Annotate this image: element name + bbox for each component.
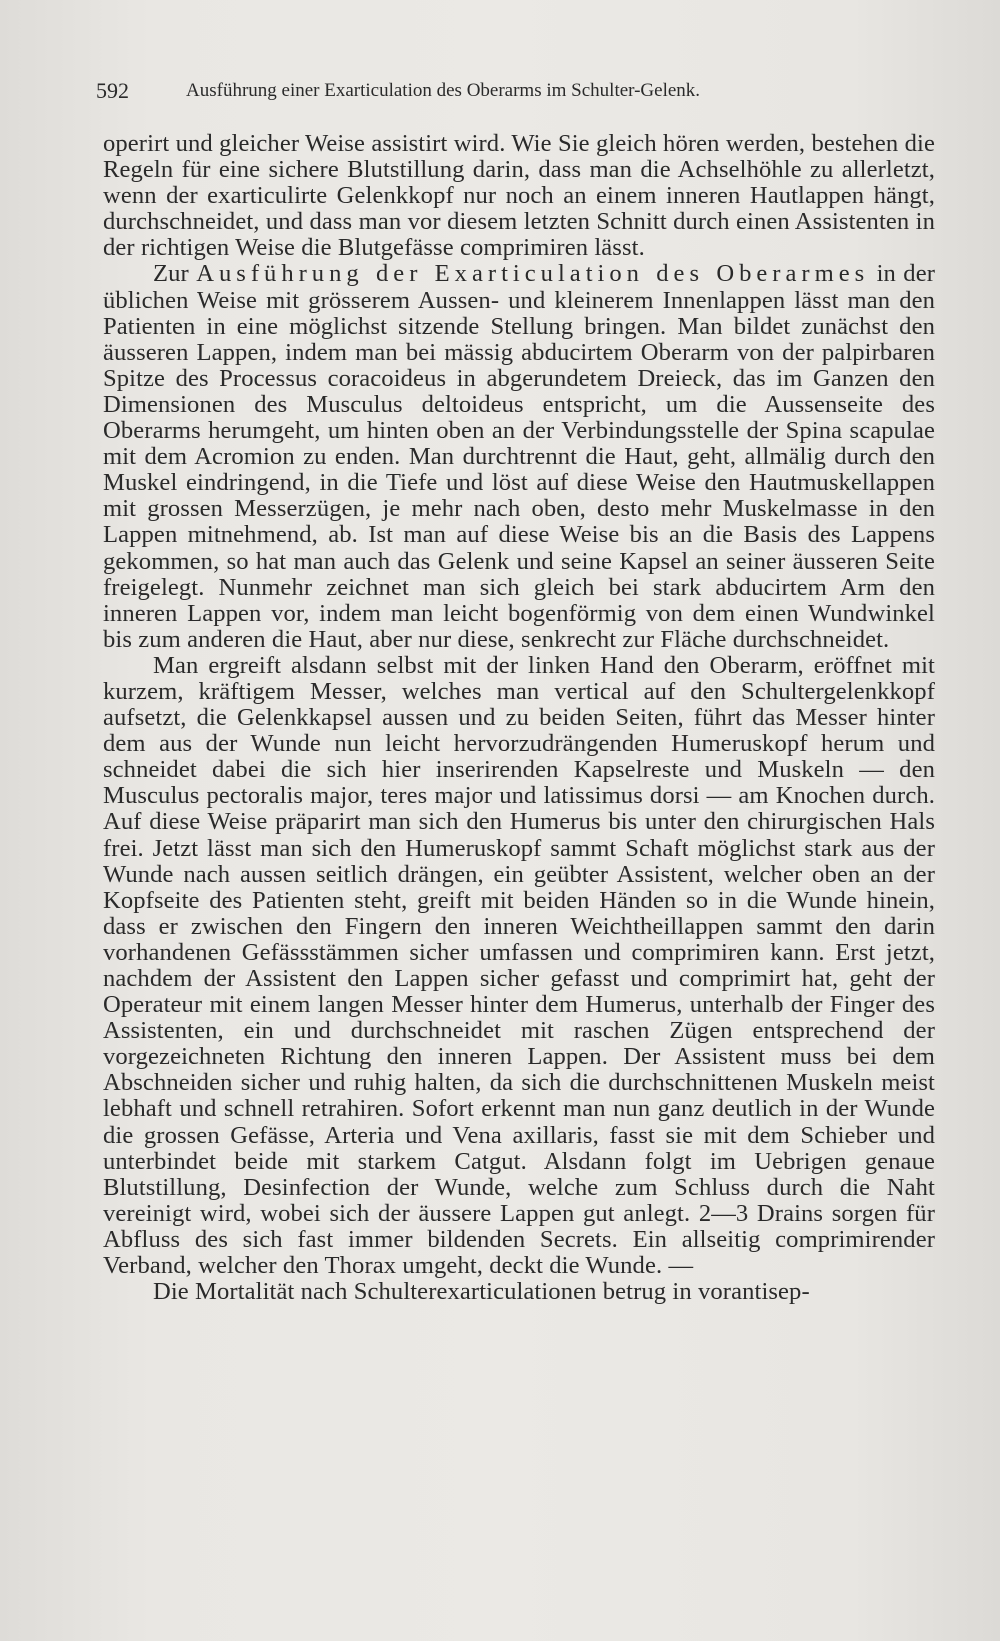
paragraph: Die Mortalität nach Schulterexarticulationen betrug in vorantisep- bbox=[153, 1278, 810, 1306]
paragraph-body: in der üblichen Weise mit grösserem Aussen- und kleinerem Innenlappen lässt man den Patienten in eine möglichst sitzende Stellung bringen. Man bildet zunächst den äusseren Lappen, indem man bei mässig abducirtem Oberarm von der palpirbaren Spitze des Processus coracoideus in abgerundetem Dreieck, das im Ganzen den Dimensionen des Musculus deltoideus entspricht, um die Aussenseite des Oberarms herumgeht, um hinten oben an der Verbindungsstelle der Spina scapulae mit dem Acromion zu enden. Man durchtrennt die Haut, geht, allmälig durch den Muskel eindringend, in die Tiefe und löst auf diese Weise den Hautmuskellappen mit grossen Messerzügen, je mehr nach oben, desto mehr Muskelmasse in den Lappen mitnehmend, ab. Ist man auf diese Weise bis an die Basis des Lappens gekommen, so hat man auch das Gelenk und seine Kapsel an seiner äusseren Seite freigelegt. Nunmehr zeichnet man sich gleich bei stark abducirtem Arm den inneren Lappen vor, indem man leicht bogenförmig von dem einen Wundwinkel bis zum anderen die Haut, aber nur diese, senkrecht zur Fläche durchschneidet. bbox=[103, 260, 936, 653]
paragraph: Man ergreift alsdann selbst mit der linken Hand den Oberarm, eröffnet mit kurzem, kräftigem Messer, welches man vertical auf den Schultergelenkkopf aufsetzt, die Gelenkkapsel aussen und zu beiden Seiten, führt das Messer hinter dem aus der Wunde nun leicht hervorzudrängenden Humeruskopf herum und schneidet dabei die sich hier inserirenden Kapselreste und Muskeln — den Musculus pectoralis major, teres major und latissimus dorsi — am Knochen durch. Auf diese Weise präparirt man sich den Humerus bis unter den chirurgischen Hals frei. Jetzt lässt man sich den Humeruskopf sammt Schaft möglichst stark aus der Wunde nach aussen seitlich drängen, ein geübter Assistent, welcher oben an der Kopfseite des Patienten steht, greift mit beiden Händen so in die Wunde hinein, dass er zwischen den Fingern den inneren Weichtheillappen sammt den darin vorhandenen Gefässstämmen sicher umfassen und comprimiren kann. Erst jetzt, nachdem der Assistent den Lappen sicher gefasst und comprimirt hat, geht der Operateur mit einem langen Messer hinter dem Humerus, unterhalb der Finger des Assistenten, ein und durchschneidet mit raschen Zügen entsprechend der vorgezeichneten Richtung den inneren Lappen. Der Assistent muss bei dem Abschneiden sicher und ruhig halten, da sich die durchschnittenen Muskeln meist lebhaft und schnell retrahiren. Sofort erkennt man nun ganz deutlich in der Wunde die grossen Gefässe, Arteria und Vena axillaris, fasst sie mit dem Schieber und unterbindet beide mit starkem Catgut. Alsdann folgt im Uebrigen genaue Blutstillung, Desinfection der Wunde, welche zum Schluss durch die Naht vereinigt wird, wobei sich der äussere Lappen gut anlegt. 2—3 Drains sorgen für Abfluss des sich fast immer bildenden Secrets. Ein allseitig comprimirender Verband, welcher den Thorax umgeht, deckt die Wunde. — bbox=[103, 651, 935, 1280]
paragraph-lead: Zur bbox=[153, 260, 189, 288]
running-head: Ausführung einer Exarticulation des Oberarms im Schulter-Gelenk. bbox=[186, 80, 701, 101]
paragraph: operirt und gleicher Weise assistirt wird. Wie Sie gleich hören werden, bestehen die Regeln für eine sichere Blutstillung darin, dass man die Achselhöhle zu allerletzt, wenn der exarticulirte Gelenkkopf nur noch an einem inneren Hautlappen hängt, durchschneidet, und dass man vor diesem letzten Schnitt durch einen Assistenten in der richtigen Weise die Blutgefässe comprimiren lässt. bbox=[103, 130, 935, 262]
page-header bbox=[96, 76, 906, 110]
page-number: 592 bbox=[96, 78, 129, 103]
body-text bbox=[103, 131, 935, 1305]
spaced-emphasis: Ausführung der Exarticulation des Oberarmes bbox=[196, 260, 870, 288]
paragraph bbox=[103, 261, 935, 652]
